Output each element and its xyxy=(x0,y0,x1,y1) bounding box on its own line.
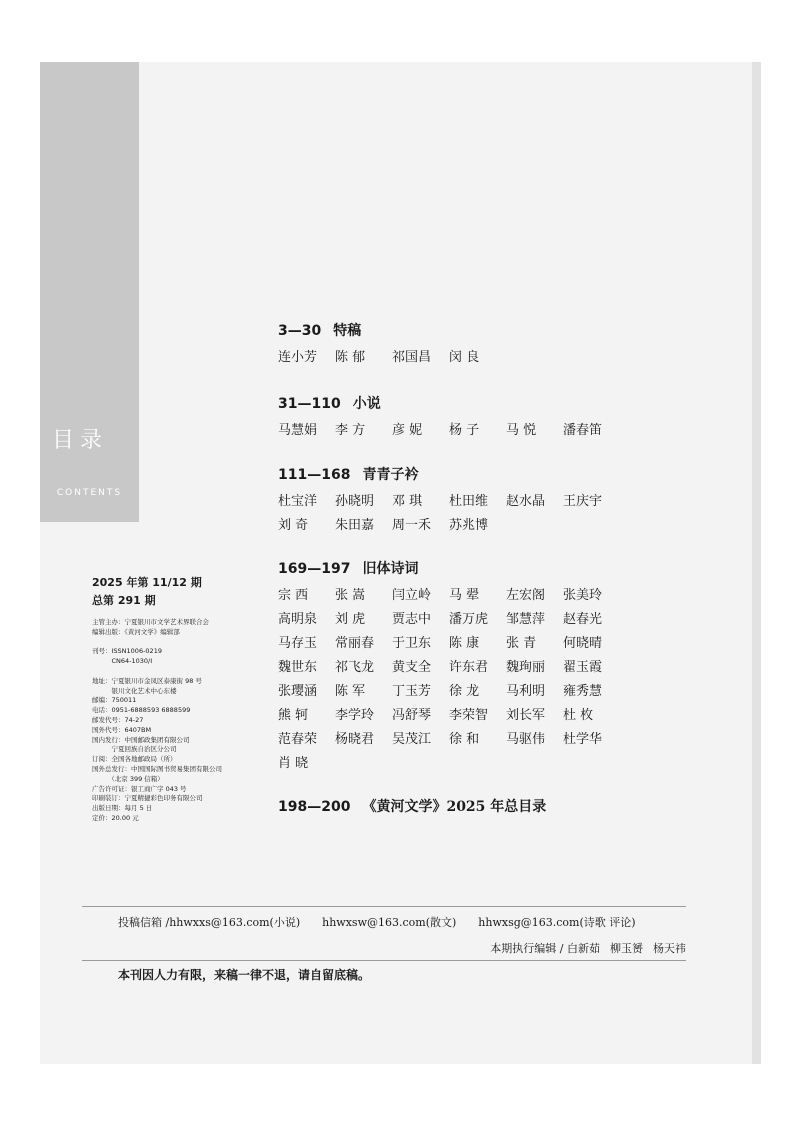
author-name: 王庆宇 xyxy=(563,494,603,509)
section-heading xyxy=(278,393,620,413)
author-name: 赵水晶 xyxy=(506,494,546,509)
author-name: 范春荣 xyxy=(278,732,318,747)
author-name: 刘长军 xyxy=(506,708,546,723)
author-name: 连小芳 xyxy=(278,350,318,365)
author-name: 杨晓君 xyxy=(335,732,375,747)
author-row xyxy=(278,656,620,680)
author-name: 杜田维 xyxy=(449,494,489,509)
contents-title: 目录 xyxy=(52,428,109,453)
author-row xyxy=(278,490,620,514)
contents-subtitle: CONTENTS xyxy=(56,488,123,498)
author-name: 朱田嘉 xyxy=(335,518,375,533)
author-row xyxy=(278,632,620,656)
author-name: 陈 郁 xyxy=(335,350,366,365)
imprint-line: 地址：宁夏银川市金凤区泰康街 98 号 xyxy=(92,676,202,685)
author-name: 翟玉霞 xyxy=(563,660,603,675)
author-row xyxy=(278,419,620,443)
author-row xyxy=(278,608,620,632)
imprint-line: 定价：20.00 元 xyxy=(92,813,139,822)
imprint-line xyxy=(92,638,272,648)
author-list xyxy=(278,419,620,443)
submission-email: 投稿信箱 /hhwxxs@163.com(小说) xyxy=(118,916,301,929)
author-name: 徐 和 xyxy=(449,732,480,747)
section-heading xyxy=(278,796,546,816)
page-range: 3—30 xyxy=(278,323,322,339)
publication-info xyxy=(92,574,272,824)
imprint-line: 主管主办：宁夏银川市文学艺术界联合会 xyxy=(92,618,209,626)
imprint-lines xyxy=(92,618,272,824)
page-edge xyxy=(752,62,761,1064)
contents-section xyxy=(278,558,620,776)
author-name: 常丽春 xyxy=(335,636,375,651)
author-name: 祁飞龙 xyxy=(335,660,375,675)
imprint-line: 电话：0951-6888593 6888599 xyxy=(92,706,191,715)
author-name: 宗 西 xyxy=(278,588,309,603)
author-name: 马利明 xyxy=(506,684,546,699)
contents-section xyxy=(278,464,620,538)
section-title: 《黄河文学》2025 年总目录 xyxy=(362,799,547,815)
author-name: 雍秀慧 xyxy=(563,684,603,699)
author-row xyxy=(278,704,620,728)
section-title: 特稿 xyxy=(333,323,362,339)
author-name: 张 青 xyxy=(506,636,537,651)
author-name: 魏世东 xyxy=(278,660,318,675)
author-name: 闵 良 xyxy=(449,350,480,365)
author-name: 孙晓明 xyxy=(335,494,375,509)
submission-email: hhwxsw@163.com(散文) xyxy=(322,916,457,929)
author-name: 肖 晓 xyxy=(278,756,309,771)
sidebar-block xyxy=(40,62,139,522)
author-name: 马 悦 xyxy=(506,423,537,438)
imprint-line: 广告许可证：银工商广字 043 号 xyxy=(92,784,187,793)
author-name: 丁玉芳 xyxy=(392,684,432,699)
author-name: 刘 虎 xyxy=(335,612,366,627)
imprint-line: 国外代号：6407BM xyxy=(92,725,152,734)
author-name: 陈 康 xyxy=(449,636,480,651)
author-row xyxy=(278,584,620,608)
author-name: 彦 妮 xyxy=(392,423,423,438)
author-name: 李荣智 xyxy=(449,708,489,723)
editors-line xyxy=(480,940,686,956)
page-range: 198—200 xyxy=(278,799,351,815)
imprint-line xyxy=(92,667,272,677)
author-name: 邹慧萍 xyxy=(506,612,546,627)
author-row xyxy=(278,346,506,370)
imprint-line: 银川文化艺术中心东楼 xyxy=(92,686,177,695)
author-name: 贾志中 xyxy=(392,612,432,627)
author-name: 于卫东 xyxy=(392,636,432,651)
author-name: 邓 琪 xyxy=(392,494,423,509)
author-row xyxy=(278,728,620,752)
imprint-line: 出版日期：每月 5 日 xyxy=(92,804,153,813)
author-name: 李 方 xyxy=(335,423,366,438)
author-name: 祁国昌 xyxy=(392,350,432,365)
section-title: 青青子衿 xyxy=(362,467,419,483)
contents-section xyxy=(278,393,620,443)
author-list xyxy=(278,490,620,538)
author-name: 左宏阁 xyxy=(506,588,546,603)
author-name: 闫立岭 xyxy=(392,588,432,603)
author-name: 李学玲 xyxy=(335,708,375,723)
author-name: 潘万虎 xyxy=(449,612,489,627)
section-heading xyxy=(278,558,620,578)
author-list xyxy=(278,346,506,370)
author-name: 赵春光 xyxy=(563,612,603,627)
author-row xyxy=(278,752,620,776)
author-name: 吴茂江 xyxy=(392,732,432,747)
editor-name: 杨天祎 xyxy=(653,942,686,955)
author-name: 刘 奇 xyxy=(278,518,309,533)
author-name: 高明泉 xyxy=(278,612,318,627)
author-name: 马 翚 xyxy=(449,588,480,603)
imprint-line: 国外总发行：中国国际图书贸易集团有限公司 xyxy=(92,764,222,773)
imprint-line: 邮发代号：74-27 xyxy=(92,715,144,724)
imprint-line: 刊号：ISSN1006-0219 xyxy=(92,647,162,656)
page-range: 169—197 xyxy=(278,561,351,577)
contents-section xyxy=(278,320,506,370)
author-name: 马驱伟 xyxy=(506,732,546,747)
author-name: 熊 轲 xyxy=(278,708,309,723)
footer-divider-bottom xyxy=(82,960,686,961)
author-name: 许东君 xyxy=(449,660,489,675)
imprint-line: 国内发行：中国邮政集团有限公司 xyxy=(92,735,190,744)
author-name: 杨 子 xyxy=(449,423,480,438)
author-name: 张美玲 xyxy=(563,588,603,603)
editor-name: 柳玉赟 xyxy=(610,942,643,955)
submission-emails xyxy=(118,914,658,930)
imprint-line: 编辑出版：《黄河文学》编辑部 xyxy=(92,627,180,636)
author-name: 何晓晴 xyxy=(563,636,603,651)
section-heading xyxy=(278,464,620,484)
author-name: 冯舒琴 xyxy=(392,708,432,723)
imprint-line: 宁夏回族自治区分公司 xyxy=(92,745,177,754)
page-range: 31—110 xyxy=(278,396,341,412)
author-row xyxy=(278,514,620,538)
editor-name: 本期执行编辑 / 白新茹 xyxy=(490,942,600,955)
author-list xyxy=(278,584,620,776)
imprint-line: 订阅：全国各地邮政局（所） xyxy=(92,755,177,764)
author-name: 杜宝洋 xyxy=(278,494,318,509)
author-name: 潘春笛 xyxy=(563,423,603,438)
section-title: 小说 xyxy=(352,396,381,412)
author-name: 周一禾 xyxy=(392,518,432,533)
imprint-line: 印刷装订：宁夏精捷彩色印务有限公司 xyxy=(92,794,203,803)
author-name: 苏兆博 xyxy=(449,518,489,533)
author-name: 杜 枚 xyxy=(563,708,594,723)
imprint-line: 邮编：750011 xyxy=(92,696,137,705)
author-name: 马存玉 xyxy=(278,636,318,651)
total-issue: 总第 291 期 xyxy=(92,594,156,607)
imprint-line: （北京 399 信箱） xyxy=(92,774,164,783)
author-name: 杜学华 xyxy=(563,732,603,747)
author-name: 徐 龙 xyxy=(449,684,480,699)
contents-section xyxy=(278,796,546,816)
footer-divider-top xyxy=(82,906,686,907)
section-title: 旧体诗词 xyxy=(362,561,419,577)
imprint-line: CN64-1030/I xyxy=(92,657,153,666)
author-name: 黄支全 xyxy=(392,660,432,675)
author-name: 陈 军 xyxy=(335,684,366,699)
submission-notice: 本刊因人力有限，来稿一律不退，请自留底稿。 xyxy=(118,968,371,982)
author-name: 张璎涵 xyxy=(278,684,318,699)
author-name: 马慧娟 xyxy=(278,423,318,438)
submission-email: hhwxsg@163.com(诗歌 评论) xyxy=(478,916,636,929)
author-name: 张 嵩 xyxy=(335,588,366,603)
issue-number: 2025 年第 11/12 期 xyxy=(92,576,202,589)
author-name: 魏珣丽 xyxy=(506,660,546,675)
section-heading xyxy=(278,320,506,340)
page-range: 111—168 xyxy=(278,467,351,483)
author-row xyxy=(278,680,620,704)
